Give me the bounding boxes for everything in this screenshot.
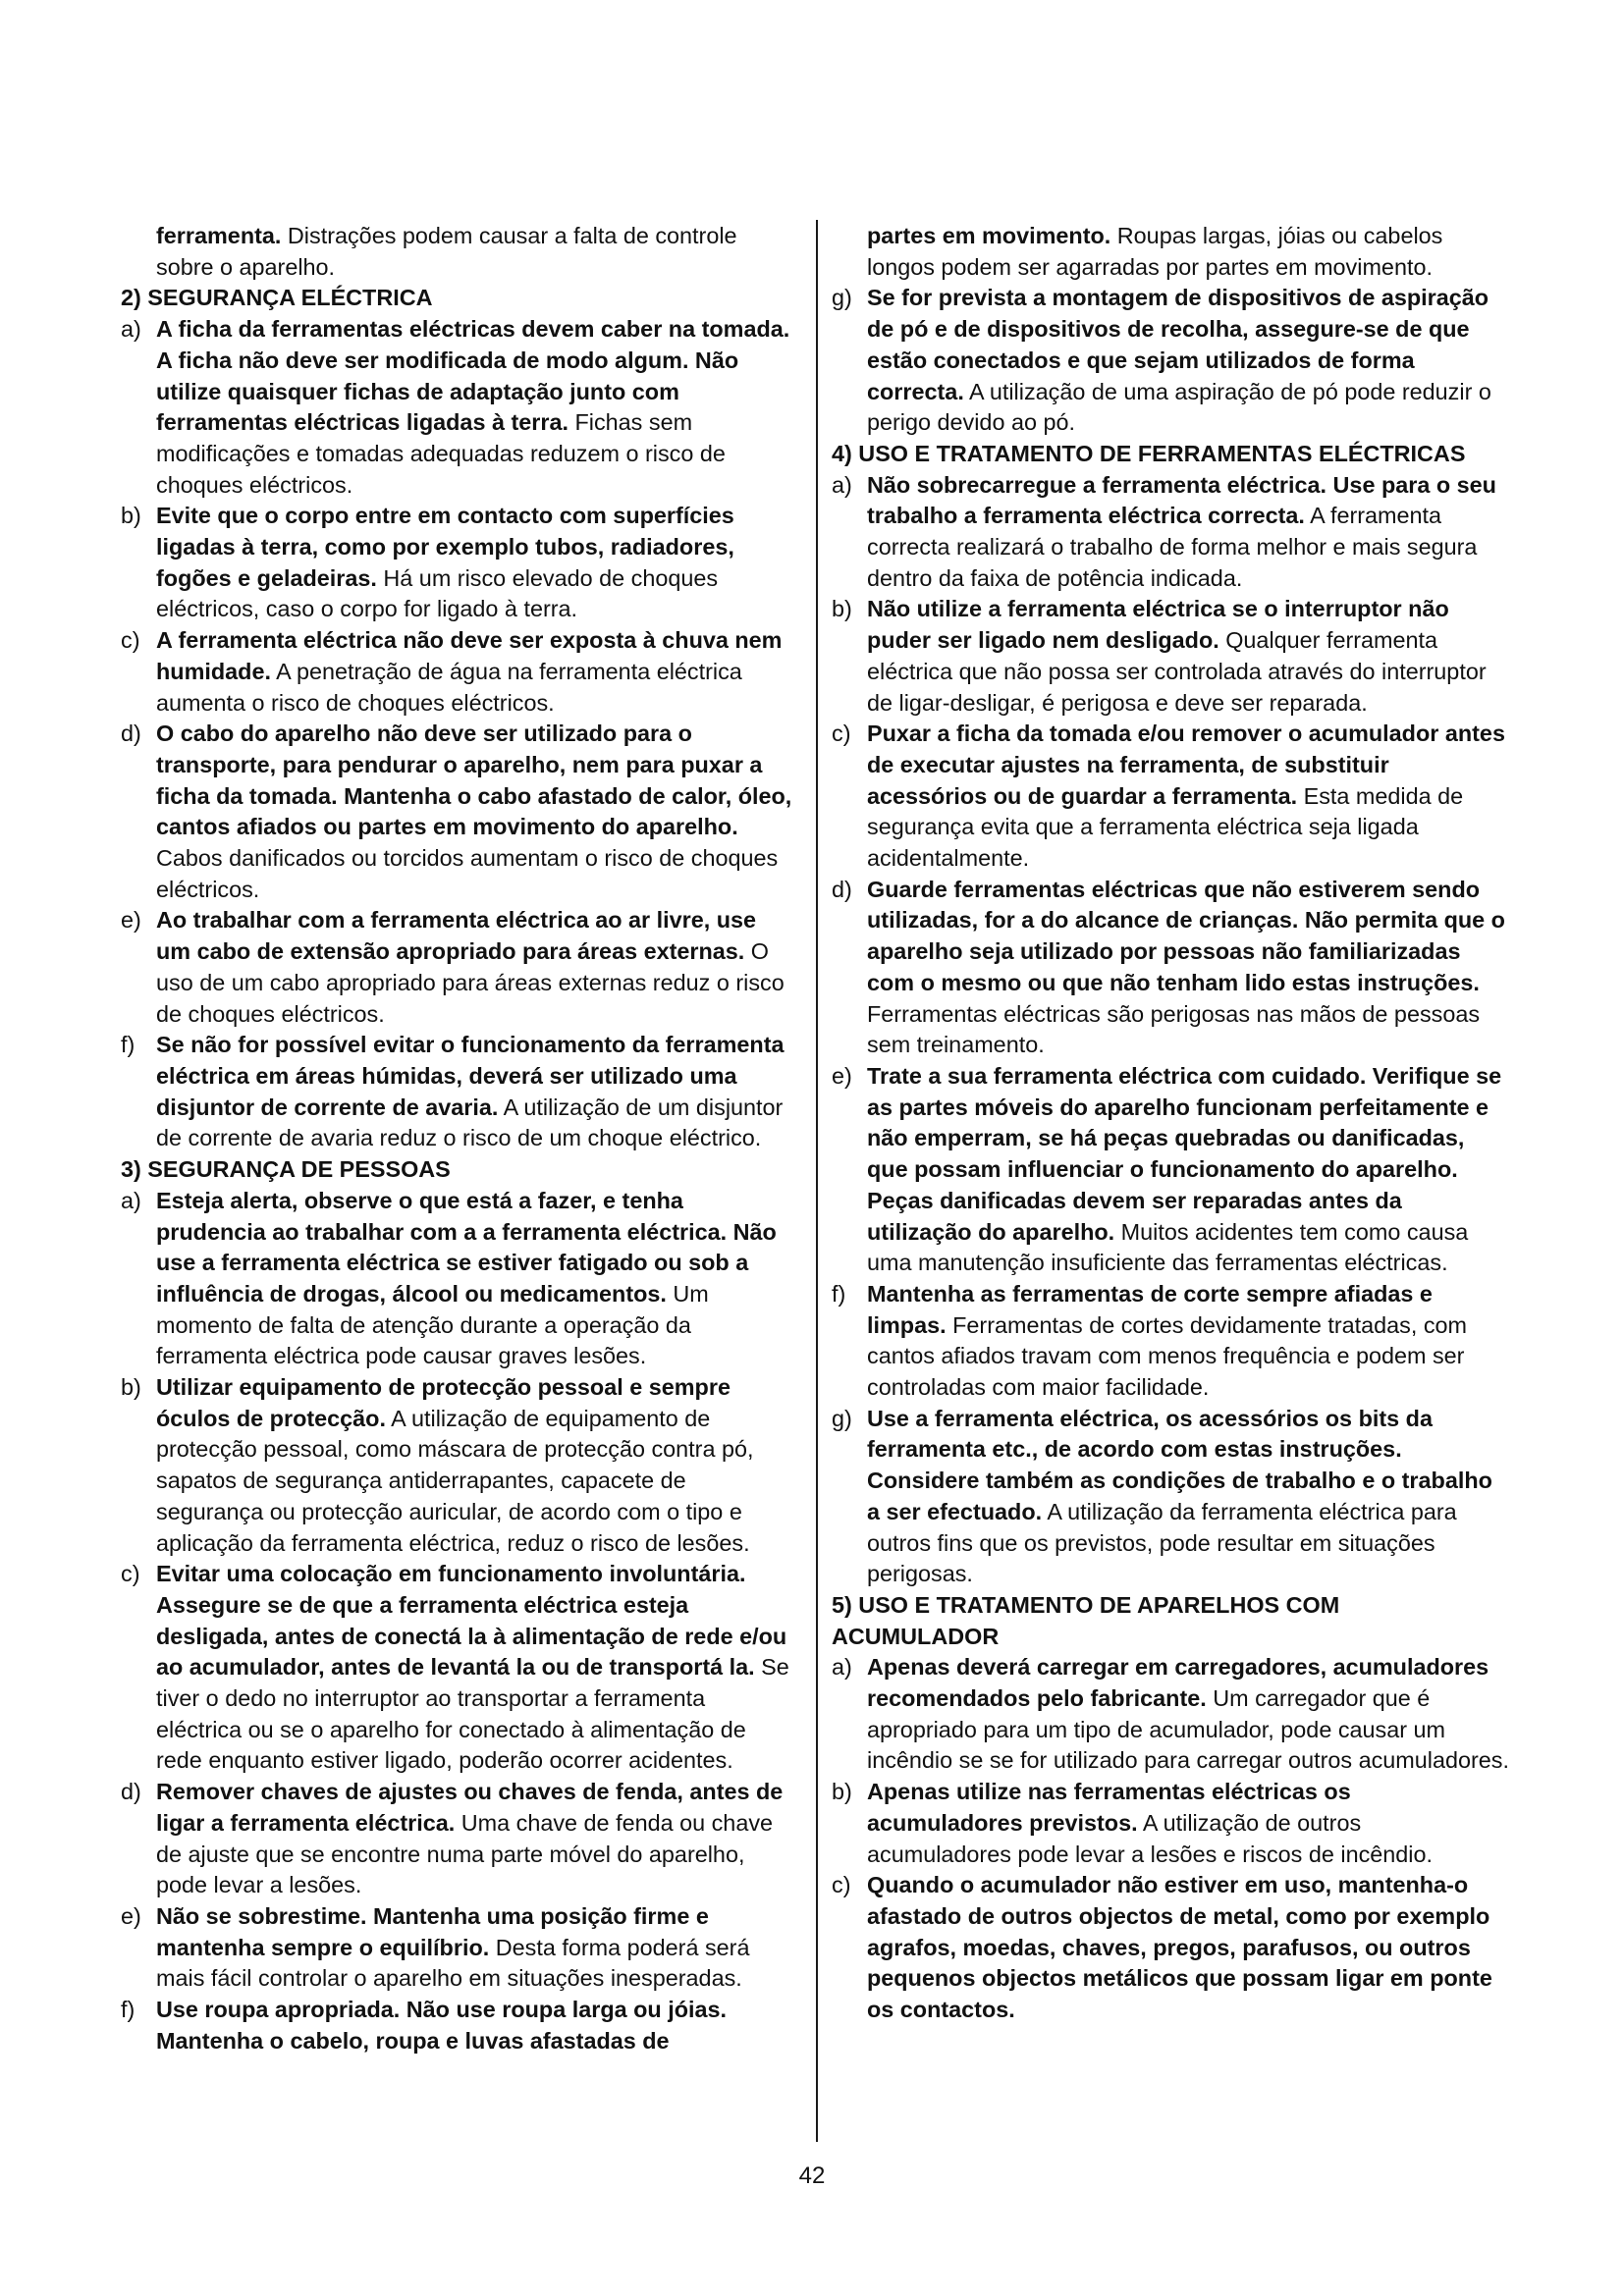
plain-text: Um carregador que é apropriado para um tipo de acumulador, pode causar um incêndio se se for utilizado para carregar outros acumuladores. xyxy=(867,1685,1509,1774)
plain-text: Fichas sem modificações e tomadas adequadas reduzem o risco de choques eléctricos. xyxy=(156,409,726,498)
item-letter: d) xyxy=(121,1779,141,1805)
bold-text: Ao trabalhar com a ferramenta eléctrica ao ar livre, use um cabo de extensão apropriado para áreas externas. xyxy=(156,907,757,965)
list-item xyxy=(832,1870,1509,2026)
list-item xyxy=(832,719,1509,875)
list-item xyxy=(121,625,794,719)
right-column xyxy=(832,221,1509,2026)
list-item xyxy=(832,283,1509,439)
plain-text: O uso de um cabo apropriado para áreas externas reduz o risco de choques eléctricos. xyxy=(156,938,785,1027)
list-item xyxy=(121,1995,794,2056)
item-letter: e) xyxy=(121,1902,141,1929)
plain-text: Esta medida de segurança evita que a ferramenta eléctrica seja ligada acidentalmente. xyxy=(867,782,1464,872)
item-letter: a) xyxy=(832,1654,852,1681)
plain-text: A utilização de outros acumuladores pode levar a lesões e riscos de incêndio. xyxy=(867,1809,1434,1867)
item-letter: f) xyxy=(121,1997,135,2023)
item-letter: b) xyxy=(832,1779,852,1805)
left-column xyxy=(121,221,794,2056)
item-letter: b) xyxy=(832,596,852,622)
plain-text: A utilização de equipamento de protecção pessoal, como máscara de protecção contra pó, sapatos de segurança antiderrapantes, capacete de segurança ou protecção auricular, de acordo com o tipo e aplicação da ferramenta eléctrica, reduz o risco de lesões. xyxy=(156,1405,754,1556)
bold-text: ferramenta. xyxy=(156,223,282,248)
bold-text: Apenas deverá carregar em carregadores, acumuladores recomendados pelo fabricante. xyxy=(867,1654,1489,1712)
bold-text: Apenas utilize nas ferramentas eléctricas os acumuladores previstos. xyxy=(867,1779,1351,1836)
plain-text: A utilização de um disjuntor de corrente de avaria reduz o risco de um choque eléctrico. xyxy=(156,1094,784,1151)
list-item xyxy=(121,905,794,1030)
bold-text: Trate a sua ferramenta eléctrica com cuidado. Verifique se as partes móveis do aparelho funcionam perfeitamente e não emperram, se há peças quebradas ou danificadas, que possam influenciar o funcionamento do aparelho. Peças danificadas devem ser reparadas antes da utilização do aparelho. xyxy=(867,1062,1502,1245)
item-letter: d) xyxy=(832,876,852,902)
bold-text: Esteja alerta, observe o que está a fazer, e tenha prudencia ao trabalhar com a a ferramenta eléctrica. Não use a ferramenta eléctrica se estiver fatigado ou sob a influência de drogas, álcool ou medicamentos. xyxy=(156,1187,777,1307)
list-item xyxy=(832,1652,1509,1777)
bold-text: Guarde ferramentas eléctricas que não estiverem sendo utilizadas, for a do alcance de crianças. Não permita que o aparelho seja utilizado por pessoas não familiarizadas com o mesmo ou que não tenham lido estas instruções. xyxy=(867,876,1505,995)
bold-text: Não sobrecarregue a ferramenta eléctrica. Use para o seu trabalho a ferramenta eléctrica correcta. xyxy=(867,471,1496,529)
item-letter: a) xyxy=(121,316,141,343)
bold-text: Use roupa apropriada. Não use roupa larga ou jóias. Mantenha o cabelo, roupa e luvas afastadas de xyxy=(156,1997,728,2054)
item-letter: b) xyxy=(121,1374,141,1401)
list-item xyxy=(121,719,794,905)
bold-text: Evite que o corpo entre em contacto com superfícies ligadas à terra, como por exemplo tubos, radiadores, fogões e geladeiras. xyxy=(156,503,734,591)
list-item xyxy=(832,1061,1509,1279)
page-number: 42 xyxy=(798,2163,826,2189)
item-letter: a) xyxy=(832,471,852,498)
bold-text: Não se sobrestime. Mantenha uma posição firme e mantenha sempre o equilíbrio. xyxy=(156,1902,709,1960)
plain-text: Uma chave de fenda ou chave de ajuste que se encontre numa parte móvel do aparelho, pode levar a lesões. xyxy=(156,1809,774,1898)
list-item xyxy=(832,1777,1509,1870)
item-letter: e) xyxy=(832,1062,852,1089)
plain-text: A utilização da ferramenta eléctrica para outros fins que os previstos, pode resultar em situações perigosas. xyxy=(867,1498,1457,1587)
bold-text: O cabo do aparelho não deve ser utilizado para o transporte, para pendurar o aparelho, nem para puxar a ficha da tomada. Mantenha o cabo afastado de calor, óleo, cantos afiados ou partes em movimento do aparelho. xyxy=(156,721,792,840)
item-letter: c) xyxy=(832,1872,851,1898)
bold-text: Remover chaves de ajustes ou chaves de fenda, antes de ligar a ferramenta eléctrica. xyxy=(156,1779,784,1836)
bold-text: Mantenha as ferramentas de corte sempre afiadas e limpas. xyxy=(867,1280,1433,1338)
item-letter: e) xyxy=(121,907,141,934)
plain-text: Um momento de falta de atenção durante a operação da ferramenta eléctrica pode causar graves lesões. xyxy=(156,1280,709,1369)
plain-text: Distrações podem causar a falta de controle sobre o aparelho. xyxy=(156,223,737,280)
list-item xyxy=(121,314,794,501)
list-item xyxy=(832,1404,1509,1590)
bold-text: partes em movimento. xyxy=(867,223,1111,248)
section-heading-battery-use: 5) USO E TRATAMENTO DE APARELHOS COM ACUMULADOR xyxy=(832,1591,1340,1649)
bold-text: Se for prevista a montagem de dispositivos de aspiração de pó e de dispositivos de recolha, assegure-se de que estão conectados e que sejam utilizados de forma correcta. xyxy=(867,285,1489,404)
list-item xyxy=(832,594,1509,719)
plain-text: Muitos acidentes tem como causa uma manutenção insuficiente das ferramentas eléctricas. xyxy=(867,1218,1469,1276)
item-letter: a) xyxy=(121,1187,141,1213)
list-item xyxy=(121,1777,794,1901)
plain-text: Ferramentas eléctricas são perigosas nas mãos de pessoas sem treinamento. xyxy=(867,1000,1481,1058)
list-item xyxy=(832,1279,1509,1404)
list-item xyxy=(121,1372,794,1559)
section-heading-tool-use: 4) USO E TRATAMENTO DE FERRAMENTAS ELÉCTRICAS xyxy=(832,440,1466,466)
bold-text: Quando o acumulador não estiver em uso, mantenha-o afastado de outros objectos de metal, como por exemplo agrafos, moedas, chaves, pregos, parafusos, ou outros pequenos objectos metálicos que possam ligar em ponte os contactos. xyxy=(867,1872,1492,2023)
bold-text: A ferramenta eléctrica não deve ser exposta à chuva nem humidade. xyxy=(156,627,783,684)
item-letter: g) xyxy=(832,1405,852,1431)
list-item xyxy=(121,1186,794,1372)
item-letter: f) xyxy=(121,1032,135,1058)
bold-text: A ficha da ferramentas eléctricas devem caber na tomada. A ficha não deve ser modificada de modo algum. Não utilize quaisquer fichas de adaptação junto com ferramentas eléctricas ligadas à terra. xyxy=(156,316,790,436)
continuation-text xyxy=(832,221,1509,283)
plain-text: Roupas largas, jóias ou cabelos longos podem ser agarradas por partes em movimento. xyxy=(867,223,1443,280)
bold-text: Evitar uma colocação em funcionamento involuntária. Assegure se de que a ferramenta eléctrica esteja desligada, antes de conectá la à alimentação de rede e/ou ao acumulador, antes de levantá la ou de transportá la. xyxy=(156,1561,787,1681)
item-letter: d) xyxy=(121,721,141,747)
item-letter: c) xyxy=(832,721,851,747)
plain-text: Há um risco elevado de choques eléctricos, caso o corpo for ligado à terra. xyxy=(156,564,719,622)
column-divider xyxy=(816,220,818,2142)
bold-text: Se não for possível evitar o funcionamento da ferramenta eléctrica em áreas húmidas, deverá ser utilizado uma disjuntor de corrente de avaria. xyxy=(156,1032,785,1120)
item-letter: g) xyxy=(832,285,852,311)
plain-text: A utilização de uma aspiração de pó pode reduzir o perigo devido ao pó. xyxy=(867,378,1491,436)
item-letter: c) xyxy=(121,627,140,654)
plain-text: Cabos danificados ou torcidos aumentam o risco de choques eléctricos. xyxy=(156,845,779,902)
bold-text: Puxar a ficha da tomada e/ou remover o acumulador antes de executar ajustes na ferramenta, de substituir acessórios ou de guardar a ferramenta. xyxy=(867,721,1505,809)
section-heading-electrical-safety: 2) SEGURANÇA ELÉCTRICA xyxy=(121,285,433,311)
list-item xyxy=(121,1901,794,1995)
plain-text: Qualquer ferramenta eléctrica que não possa ser controlada através do interruptor de ligar-desligar, é perigosa e deve ser reparada. xyxy=(867,627,1487,716)
plain-text: Desta forma poderá será mais fácil controlar o aparelho em situações inesperadas. xyxy=(156,1934,750,1992)
list-item xyxy=(121,1030,794,1154)
list-item xyxy=(832,875,1509,1061)
bold-text: Utilizar equipamento de protecção pessoal e sempre óculos de protecção. xyxy=(156,1374,731,1431)
list-item xyxy=(832,470,1509,595)
plain-text: A penetração de água na ferramenta eléctrica aumenta o risco de choques eléctricos. xyxy=(156,658,742,716)
plain-text: A ferramenta correcta realizará o trabalho de forma melhor e mais segura dentro da faixa de potência indicada. xyxy=(867,503,1478,591)
list-item xyxy=(121,501,794,625)
item-letter: b) xyxy=(121,503,141,529)
item-letter: c) xyxy=(121,1561,140,1587)
plain-text: Se tiver o dedo no interruptor ao transportar a ferramenta eléctrica ou se o aparelho for conectado à alimentação de rede enquanto estiver ligado, poderão ocorrer acidentes. xyxy=(156,1654,789,1774)
list-item xyxy=(121,1559,794,1777)
section-heading-personal-safety: 3) SEGURANÇA DE PESSOAS xyxy=(121,1156,451,1183)
bold-text: Não utilize a ferramenta eléctrica se o interruptor não puder ser ligado nem desligado. xyxy=(867,596,1449,654)
continuation-text xyxy=(121,221,794,283)
item-letter: f) xyxy=(832,1280,846,1307)
plain-text: Ferramentas de cortes devidamente tratadas, com cantos afiados travam com menos frequência e podem ser controladas com maior facilidade. xyxy=(867,1311,1468,1401)
bold-text: Use a ferramenta eléctrica, os acessórios os bits da ferramenta etc., de acordo com estas instruções. Considere também as condições de trabalho e o trabalho a ser efectuado. xyxy=(867,1405,1492,1524)
